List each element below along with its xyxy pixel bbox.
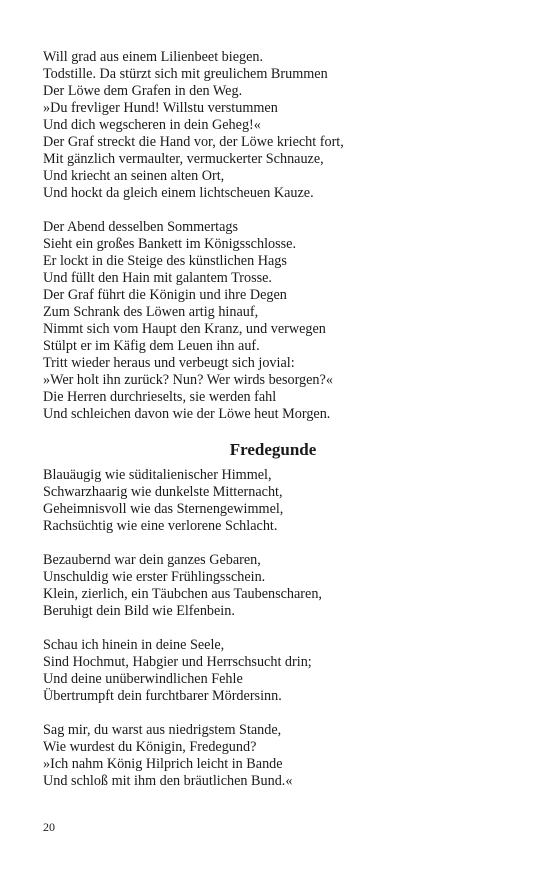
page-number: 20 <box>43 820 55 834</box>
verse-line: Todstille. Da stürzt sich mit greulichem Brummen <box>43 66 328 82</box>
stanza <box>43 637 513 705</box>
verse-line: Sieht ein großes Bankett im Königsschlosse. <box>43 236 296 252</box>
verse-line: Tritt wieder heraus und verbeugt sich jovial: <box>43 355 295 371</box>
verse-line: Der Graf streckt die Hand vor, der Löwe kriecht fort, <box>43 134 344 150</box>
verse-line: Rachsüchtig wie eine verlorene Schlacht. <box>43 518 278 534</box>
verse-line: Und schloß mit ihm den bräutlichen Bund.« <box>43 773 293 789</box>
verse-line: Und dich wegscheren in dein Geheg!« <box>43 117 261 133</box>
verse-line: Und schleichen davon wie der Löwe heut Morgen. <box>43 406 331 422</box>
poem-fredegunde <box>43 440 513 790</box>
verse-line: Der Löwe dem Grafen in den Weg. <box>43 83 243 99</box>
verse-line: Mit gänzlich vermaulter, vermuckerter Schnauze, <box>43 151 324 167</box>
verse-line: Und deine unüberwindlichen Fehle <box>43 671 243 687</box>
verse-line: Er lockt in die Steige des künstlichen Hags <box>43 253 287 269</box>
verse-line: Die Herren durchrieselts, sie werden fahl <box>43 389 277 405</box>
verse-line: Und hockt da gleich einem lichtscheuen Kauze. <box>43 185 314 201</box>
stanza <box>43 722 513 790</box>
page-body <box>43 49 513 807</box>
stanza <box>43 467 513 535</box>
verse-line: Bezaubernd war dein ganzes Gebaren, <box>43 552 261 568</box>
verse-line: Der Abend desselben Sommertags <box>43 219 239 235</box>
stanza <box>43 219 513 423</box>
verse-line: Stülpt er im Käfig dem Leuen ihn auf. <box>43 338 260 354</box>
stanza <box>43 49 513 202</box>
stanza <box>43 552 513 620</box>
verse-line: Übertrumpft dein furchtbarer Mördersinn. <box>43 688 282 704</box>
verse-line: Schau ich hinein in deine Seele, <box>43 637 225 653</box>
poem-title: Fredegunde <box>229 440 317 459</box>
verse-line: Beruhigt dein Bild wie Elfenbein. <box>43 603 235 619</box>
verse-line: Der Graf führt die Königin und ihre Degen <box>43 287 287 303</box>
verse-line: »Du frevliger Hund! Willstu verstummen <box>43 100 278 116</box>
verse-line: »Ich nahm König Hilprich leicht in Bande <box>43 756 283 772</box>
verse-line: Und füllt den Hain mit galantem Trosse. <box>43 270 272 286</box>
verse-line: Wie wurdest du Königin, Fredegund? <box>43 739 257 755</box>
verse-line: Zum Schrank des Löwen artig hinauf, <box>43 304 259 320</box>
verse-line: Will grad aus einem Lilienbeet biegen. <box>43 49 264 65</box>
verse-line: »Wer holt ihn zurück? Nun? Wer wirds besorgen?« <box>43 372 333 388</box>
verse-line: Geheimnisvoll wie das Sternengewimmel, <box>43 501 284 517</box>
verse-line: Nimmt sich vom Haupt den Kranz, und verwegen <box>43 321 326 337</box>
verse-line: Schwarzhaarig wie dunkelste Mitternacht, <box>43 484 283 500</box>
verse-line: Blauäugig wie süditalienischer Himmel, <box>43 467 272 483</box>
poem-continuation <box>43 49 513 423</box>
verse-line: Klein, zierlich, ein Täubchen aus Taubenscharen, <box>43 586 322 602</box>
verse-line: Unschuldig wie erster Frühlingsschein. <box>43 569 266 585</box>
verse-line: Sag mir, du warst aus niedrigstem Stande, <box>43 722 282 738</box>
verse-line: Sind Hochmut, Habgier und Herrschsucht drin; <box>43 654 312 670</box>
verse-line: Und kriecht an seinen alten Ort, <box>43 168 225 184</box>
